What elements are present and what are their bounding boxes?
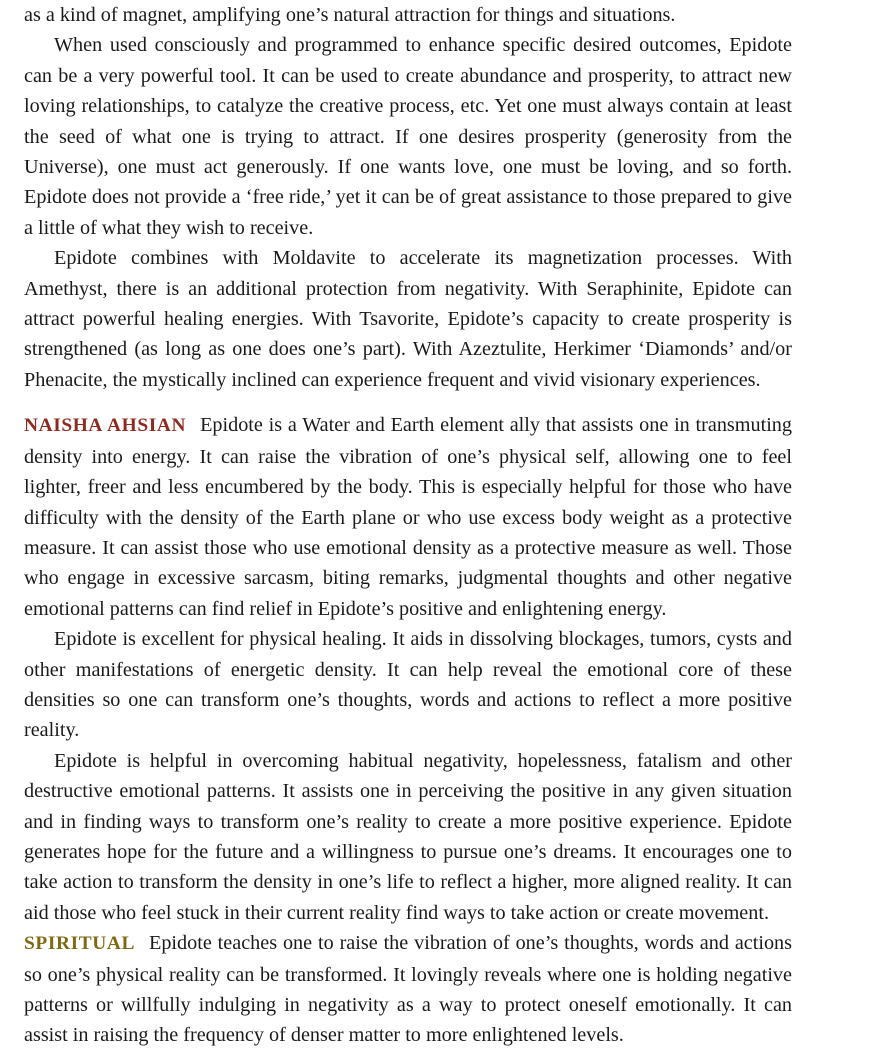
paragraph-continuation: as a kind of magnet, amplifying one’s natural attraction for things and situations. [24, 4, 676, 26]
naisha-paragraph-3: Epidote is helpful in overcoming habitual negativity, hopelessness, fatalism and other destructive emotional patterns. It assists one in perceiving the positive in any given situation and in finding ways to transform one’s reality to create a more positive experience. Epidote generates hope for the future and a willingness to pursue one’s dreams. It encourages one to take action to transform the density in one’s life to reflect a higher, more aligned reality. It can aid those who feel stuck in their current reality find ways to take action or create movement. [24, 749, 792, 924]
naisha-ahsian-section [24, 410, 792, 624]
spiritual-paragraph: Epidote teaches one to raise the vibration of one’s thoughts, words and actions so one’s physical reality can be transformed. It lovingly reveals where one is holding negative patterns or willfully indulging in negativity as a way to protect oneself emotionally. It can assist in raising the frequency of denser matter to more enlightened levels. [24, 932, 792, 1047]
spiritual-section [24, 928, 792, 1051]
spiritual-heading: SPIRITUAL [24, 933, 135, 955]
paragraph-combinations: Epidote combines with Moldavite to accelerate its magnetization processes. With Amethyst, there is an additional protection from negativity. With Seraphinite, Epidote can attract powerful healing energies. With Tsavorite, Epidote’s capacity to create prosperity is strengthened (as long as one does one’s part). With Azeztulite, Herkimer ‘Diamonds’ and/or Phenacite, the mystically inclined can experience frequent and vivid visionary experiences. [24, 247, 792, 391]
paragraph-conscious-use: When used consciously and programmed to enhance specific desired outcomes, Epidote can be a very powerful tool. It can be used to create abundance and prosperity, to attract new loving relationships, to catalyze the creative process, etc. Yet one must always contain at least the seed of what one is trying to attract. If one desires prosperity (generosity from the Universe), one must act generously. If one wants love, one must be loving, and so forth. Epidote does not provide a ‘free ride,’ yet it can be of great assistance to those prepared to give a little of what they wish to receive. [24, 34, 792, 239]
naisha-paragraph-2: Epidote is excellent for physical healing. It aids in dissolving blockages, tumors, cysts and other manifestations of energetic density. It can help reveal the emotional core of these densities so one can transform one’s thoughts, words and actions to reflect a more positive reality. [24, 628, 792, 742]
naisha-paragraph-1: Epidote is a Water and Earth element ally that assists one in transmuting density into energy. It can raise the vibration of one’s physical self, allowing one to feel lighter, freer and less encumbered by the body. This is especially helpful for those who have difficulty with the density of the Earth plane or who use excess body weight as a protective measure. It can assist those who use emotional density as a protective measure as well. Those who engage in excessive sarcasm, biting remarks, judgmental thoughts and other negative emotional patterns can find relief in Epidote’s positive and enlightening energy. [24, 414, 792, 620]
section-spacer [24, 395, 792, 410]
naisha-ahsian-heading: NAISHA AHSIAN [24, 415, 187, 437]
